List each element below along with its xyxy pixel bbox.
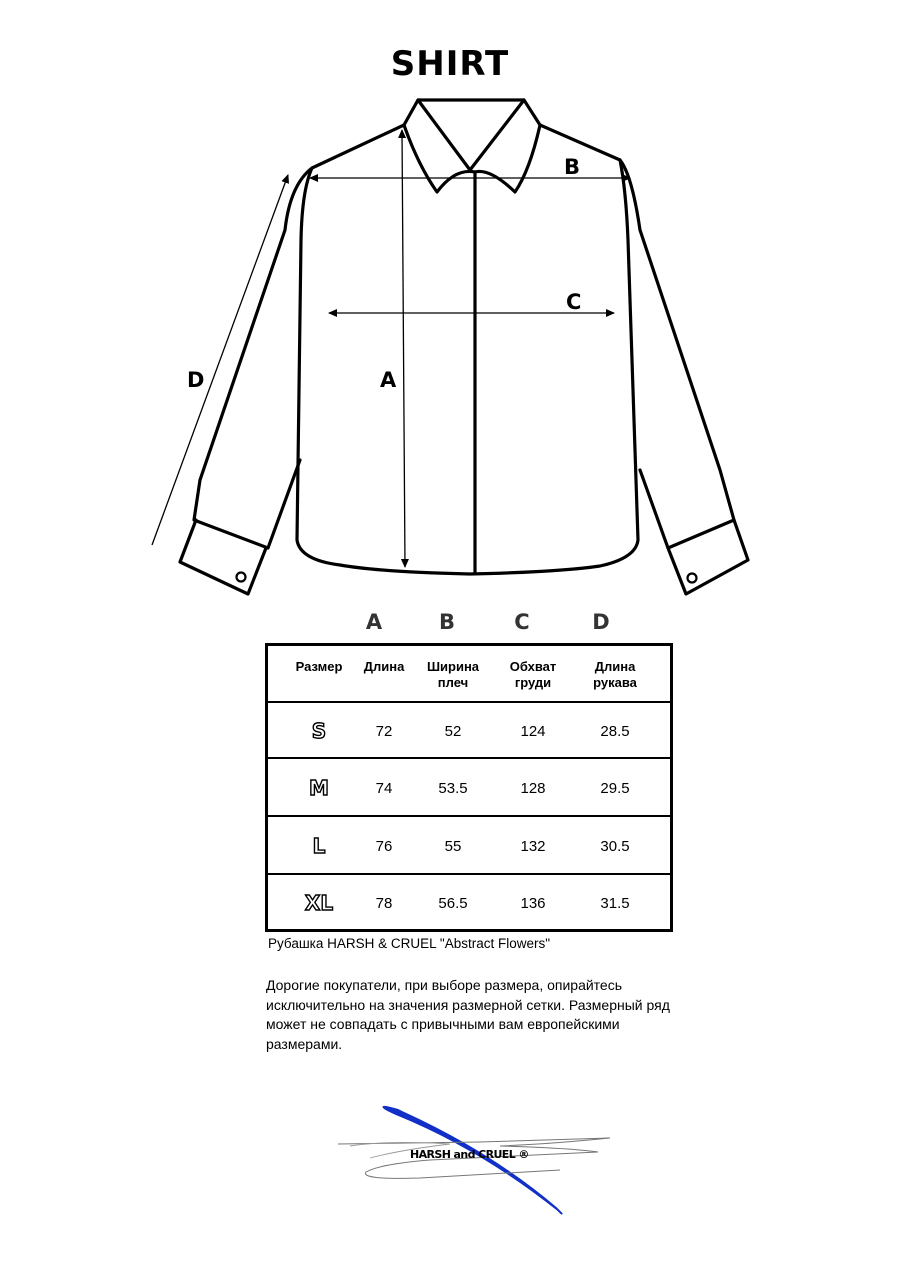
product-caption: Рубашка HARSH & CRUEL "Abstract Flowers" (268, 936, 551, 951)
sleeve-value: 30.5 (600, 837, 630, 855)
length-value: 72 (375, 722, 393, 740)
column-letter-b: B (438, 610, 455, 634)
left-cuff-button (237, 573, 246, 582)
header-sleeve (582, 659, 648, 691)
chest-value: 124 (520, 722, 546, 740)
table-row (268, 701, 670, 759)
chest-value: 132 (520, 837, 546, 855)
size-table (265, 643, 673, 932)
dimension-b-label: B (564, 155, 581, 179)
header-chest (500, 659, 566, 691)
column-letter-d: D (592, 610, 610, 634)
header-shoulders (420, 659, 486, 691)
table-row (268, 815, 670, 875)
length-value: 78 (375, 894, 393, 912)
size-label-m: M (309, 776, 329, 800)
header-sleeve-line2: рукава (593, 675, 637, 690)
collar-inner (418, 100, 524, 170)
sleeve-value: 28.5 (600, 722, 630, 740)
size-label-xl: XL (304, 891, 334, 915)
column-letter-c: C (514, 610, 530, 634)
shirt-body-outline (297, 125, 638, 574)
header-chest-line1: Обхват (509, 659, 557, 674)
length-value: 76 (375, 837, 393, 855)
shoulders-value: 56.5 (438, 894, 468, 912)
right-cuff-button (688, 574, 697, 583)
header-shoulders-line1: Ширина (426, 659, 480, 674)
dimension-c-label: C (566, 290, 582, 314)
shoulders-value: 52 (444, 722, 462, 740)
header-length (356, 659, 412, 675)
sleeve-value: 31.5 (600, 894, 630, 912)
shirt-diagram (0, 0, 900, 620)
table-row (268, 757, 670, 817)
table-row (268, 873, 670, 931)
size-label-l: L (312, 834, 326, 858)
table-header-row (268, 646, 670, 701)
sleeve-value: 29.5 (600, 779, 630, 797)
chest-value: 136 (520, 894, 546, 912)
brand-logo-text: HARSH and CRUEL ® (410, 1148, 529, 1161)
header-shoulders-line2: плеч (437, 675, 469, 690)
length-value: 74 (375, 779, 393, 797)
shoulders-value: 55 (444, 837, 462, 855)
chest-value: 128 (520, 779, 546, 797)
header-size: Размер (295, 659, 343, 674)
dimension-a-label: A (380, 368, 397, 392)
left-sleeve (194, 168, 312, 548)
dimension-d-arrow (152, 175, 288, 545)
dimension-a-arrow (402, 130, 405, 567)
page-title: SHIRT (390, 44, 510, 84)
size-label-s: S (311, 719, 327, 743)
column-letter-a: A (365, 610, 383, 634)
header-length-line1: Длина (363, 659, 405, 674)
header-sleeve-line1: Длина (594, 659, 636, 674)
header-chest-line2: груди (514, 675, 552, 690)
dimension-d-label: D (187, 368, 205, 392)
size-note: Дорогие покупатели, при выборе размера, опирайтесь исключительно на значения размерной сетки. Размерный ряд может не совпадать с привычными вам европейскими размерами. (266, 977, 670, 1052)
shoulders-value: 53.5 (438, 779, 468, 797)
